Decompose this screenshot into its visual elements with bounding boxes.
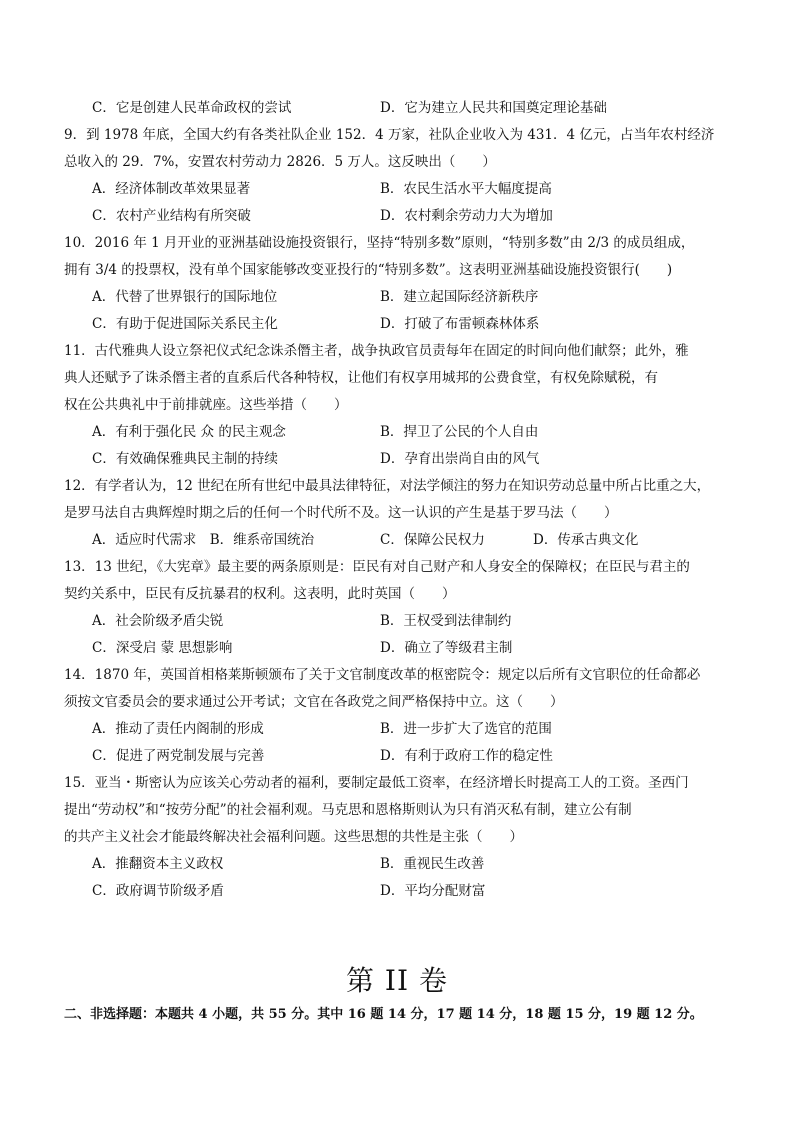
question-stem-line: 13．13 世纪，《大宪章》最主要的两条原则是：臣民有对自己财产和人身安全的保障权；在臣民与君主的 xyxy=(64,559,690,575)
option-d: D．有利于政府工作的稳定性 xyxy=(380,748,553,764)
option-d: D．平均分配财富 xyxy=(380,883,486,899)
option-d: D．传承古典文化 xyxy=(533,532,639,548)
option-c: C．农村产业结构有所突破 xyxy=(92,208,251,224)
option-b: B．进一步扩大了选官的范围 xyxy=(380,721,552,737)
section-instruction: 二、非选择题：本题共 4 小题，共 55 分。其中 16 题 14 分，17 题 14 分，18 题 15 分，19 题 12 分。 xyxy=(64,1007,703,1022)
option-b: B．农民生活水平大幅度提高 xyxy=(380,181,552,197)
question-stem-line: 权在公共典礼中于前排就座。这些举措（ ） xyxy=(64,397,348,413)
question-stem-line: 典人还赋予了诛杀僭主者的直系后代各种特权，让他们有权享用城邦的公费食堂，有权免除赋税，有 xyxy=(64,370,658,386)
section-title: 第 II 卷 xyxy=(346,964,448,997)
option-d: D．确立了等级君主制 xyxy=(380,640,513,656)
question-stem-line: 提出“劳动权”和“按劳分配”的社会福利观。马克思和恩格斯则认为只有消灭私有制，建立公有制 xyxy=(64,802,632,818)
option-b: B．捍卫了公民的个人自由 xyxy=(380,424,539,440)
q8-option-d: D．它为建立人民共和国奠定理论基础 xyxy=(380,100,607,116)
option-c: C．促进了两党制发展与完善 xyxy=(92,748,265,764)
question-stem-line: 11．古代雅典人设立祭祀仪式纪念诛杀僭主者，战争执政官员责每年在固定的时间向他们献祭；此外，雅 xyxy=(64,343,689,359)
option-d: D．孕育出崇尚自由的风气 xyxy=(380,451,540,467)
question-stem-line: 9．到 1978 年底，全国大约有各类社队企业 152．4 万家，社队企业收入为 431．4 亿元，占当年农村经济 xyxy=(64,127,715,143)
question-stem-line: 总收入的 29．7%，安置农村劳动力 2826．5 万人。这反映出（ ） xyxy=(64,154,496,170)
question-stem-line: 14．1870 年，英国首相格莱斯顿颁布了关于文官制度改革的枢密院令：规定以后所有文官职位的任命都必 xyxy=(64,667,701,683)
question-stem-line: 契约关系中，臣民有反抗暴君的权利。这表明，此时英国（ ） xyxy=(64,586,456,602)
question-stem-line: 的共产主义社会才能最终解决社会福利问题。这些思想的共性是主张（ ） xyxy=(64,829,523,845)
question-stem-line: 10．2016 年 1 月开业的亚洲基础设施投资银行，坚持“特别多数”原则，“特别多数”由 2/3 的成员组成， xyxy=(64,235,695,251)
option-a-b: A．适应时代需求 B．维系帝国统治 xyxy=(92,532,315,548)
option-c: C．深受启 蒙 思想影响 xyxy=(92,640,233,656)
option-a: A．社会阶级矛盾尖锐 xyxy=(92,613,224,629)
option-c: C．保障公民权力 xyxy=(380,532,485,548)
option-b: B．重视民生改善 xyxy=(380,856,485,872)
option-b: B．王权受到法律制约 xyxy=(380,613,512,629)
option-c: C．有效确保雅典民主制的持续 xyxy=(92,451,278,467)
option-a: A．经济体制改革效果显著 xyxy=(92,181,251,197)
option-a: A．代替了世界银行的国际地位 xyxy=(92,289,278,305)
option-b: B．建立起国际经济新秩序 xyxy=(380,289,539,305)
question-stem-line: 须按文官委员会的要求通过公开考试；文官在各政党之间严格保持中立。这（ ） xyxy=(64,694,564,710)
question-stem-line: 15．亚当・斯密认为应该关心劳动者的福利，要制定最低工资率，在经济增长时提高工人的工资。圣西门 xyxy=(64,775,689,791)
option-c: C．政府调节阶级矛盾 xyxy=(92,883,224,899)
option-d: D．打破了布雷顿森林体系 xyxy=(380,316,540,332)
option-a: A．推翻资本主义政权 xyxy=(92,856,224,872)
option-a: A．有利于强化民 众 的民主观念 xyxy=(92,424,286,440)
option-d: D．农村剩余劳动力大为增加 xyxy=(380,208,553,224)
option-a: A．推动了责任内阁制的形成 xyxy=(92,721,264,737)
question-stem-line: 是罗马法自古典辉煌时期之后的任何一个时代所不及。这一认识的产生是基于罗马法（ ） xyxy=(64,505,618,521)
question-stem-line: 12．有学者认为，12 世纪在所有世纪中最具法律特征，对法学倾注的努力在知识劳动总量中所占比重之大， xyxy=(64,478,711,494)
option-c: C．有助于促进国际关系民主化 xyxy=(92,316,278,332)
q8-option-c: C．它是创建人民革命政权的尝试 xyxy=(92,100,292,116)
question-stem-line: 拥有 3/4 的投票权，没有单个国家能够改变亚投行的“特别多数”。这表明亚洲基础设施投资银行( ) xyxy=(64,262,673,278)
